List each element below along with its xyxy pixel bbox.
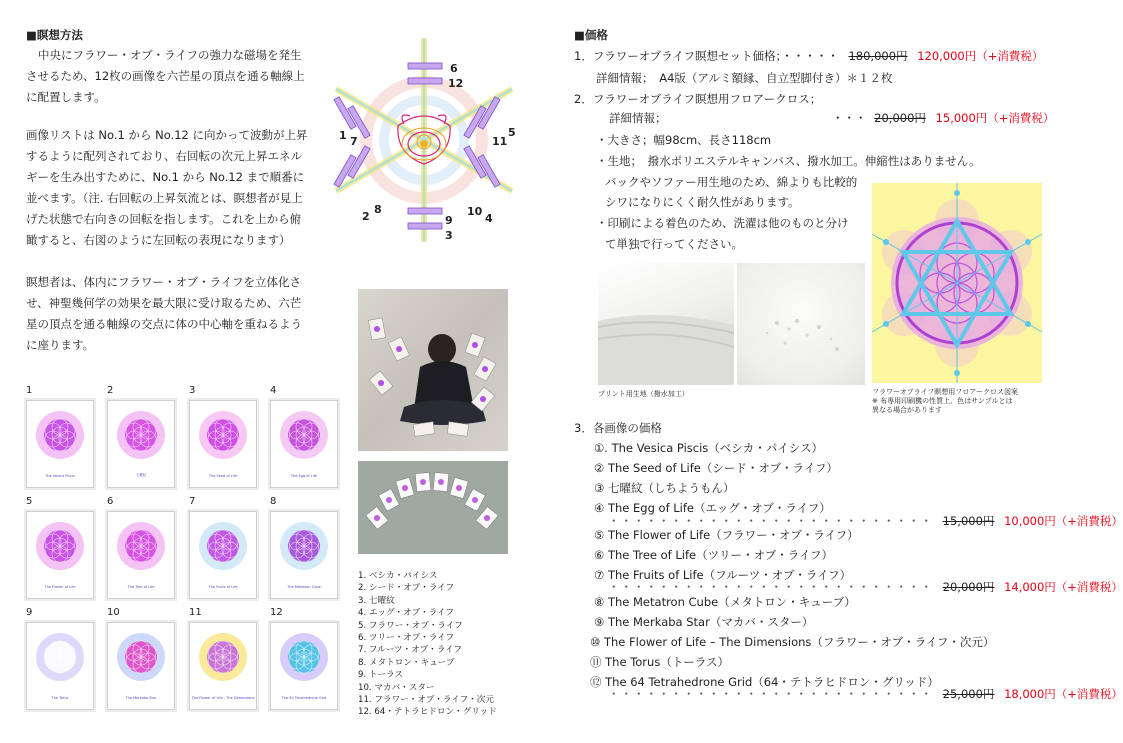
card-number: 12 [270,607,283,618]
image-item: ⑫ The 64 Tetrahedrone Grid（64・テトラヒドロン・グリッド） [590,675,939,689]
diagram-number-1: 1 [339,129,347,142]
image-card [26,622,94,710]
cloth-price-line [832,110,1054,126]
sacred-geometry-icon [190,623,256,693]
set-price-new: 120,000円（+消費税） [917,49,1044,63]
image-card [107,622,175,710]
card-caption: The Merkaba Star [125,696,157,700]
diagram-number-2: 2 [362,210,370,223]
card-caption: The Tree of Life [127,585,155,589]
intro-paragraph [26,45,326,108]
diagram-number-7: 7 [350,135,358,148]
image-card [26,400,94,488]
fabric-photo-caption: プリント用生地（撥水加工） [598,390,689,398]
meditator-paragraph [26,272,326,356]
list-item: 12. 64・テトラヒドロン・グリッド [358,707,497,718]
method-title: ■瞑想方法 [26,28,83,42]
sacred-geometry-icon [108,512,174,582]
cloth-price-new: 15,000円（+消費税） [935,111,1055,125]
list-item: 4. エッグ・オブ・ライフ [358,608,454,619]
cards-arc-image [358,461,508,554]
text-line: 瞑想者は、体内にフラワー・オブ・ライフを立体化さ [26,275,301,289]
price-title: ■価格 [574,28,608,42]
card-number: 8 [270,496,277,507]
image-item: ⑩ The Flower of Life – The Dimensions（フラワー・オブ・ライフ・次元） [590,635,995,649]
list-item: 8. メタトロン・キューブ [358,657,455,668]
card-number: 6 [107,496,114,507]
diagram-number-11: 11 [492,135,508,148]
card-caption: The Flower of Life [44,585,76,589]
image-item: ② The Seed of Life（シード・オブ・ライフ） [594,461,838,475]
cloth-fabric-note-1: バックやソファー用生地のため、綿よりも比較的 [605,175,858,189]
leader-dots: ・・・・・・・・・・・・・・・・・・・・・・・・・・ [608,580,933,594]
image-group-2 [594,525,859,585]
diagram-number-4: 4 [485,212,493,225]
diagram-number-6: 6 [450,62,458,75]
image-card [189,622,257,710]
image-item: ④ The Egg of Life（エッグ・オブ・ライフ） [594,501,831,515]
text-line: に配置します。 [26,90,106,104]
text-line: せ、神聖幾何学の効果を最大限に受け取るため、六芒 [26,296,302,310]
text-line: に座ります。 [26,338,95,352]
sacred-geometry-icon [190,512,256,582]
sacred-geometry-icon [108,623,174,693]
caption-line: 異なる場合があります [872,406,942,414]
group-2-new: 14,000円（+消費税） [1004,580,1123,594]
group-1-old: 15,000円 [942,514,995,528]
floor-cloth-design [872,183,1042,383]
card-caption: The Egg of Life [290,474,318,478]
card-number: 3 [189,385,196,396]
image-card [107,511,175,599]
list-item: 6. ツリー・オブ・ライフ [358,633,455,644]
card-caption: The 64 Tetrahedrone Grid [281,696,327,700]
list-item: 1. ベシカ・パイシス [358,571,438,581]
text-line: 中央にフラワー・オブ・ライフの強力な磁場を発生 [38,48,302,62]
set-detail: 詳細情報； A4版（アルミ額縁、自立型脚付き）＊１２枚 [596,71,893,85]
card-caption: 七曜紋 [135,473,147,477]
card-number: 1 [26,385,33,396]
arc-layout-photo [358,461,508,554]
list-item: 10. マカバ・スター [358,682,435,693]
card-number: 5 [26,496,33,507]
fabric-photo-1 [598,263,734,385]
diagram-number-9: 9 [445,214,453,227]
list-explanation-paragraph [26,125,326,251]
image-item: ⑨ The Merkaba Star（マカバ・スター） [594,615,814,629]
image-card [26,511,94,599]
image-item: ⑦ The Fruits of Life（フルーツ・オブ・ライフ） [594,568,852,582]
image-card [107,400,175,488]
text-line: させるため、12枚の画像を六芒星の頂点を通る軸線上 [26,69,305,83]
card-number: 7 [189,496,196,507]
image-name-list [358,570,497,719]
card-number: 4 [270,385,277,396]
text-line: 並べます。（注. 右回転の上昇気流とは、瞑想者が見上 [26,191,303,205]
list-item: 9. トーラス [358,670,404,681]
image-item: ①. The Vesica Piscis（ベシカ・パイシス） [594,441,823,455]
sacred-geometry-icon [108,401,174,471]
sacred-geometry-icon [27,401,93,471]
water-drops-image [737,263,865,385]
sacred-geometry-icon [27,623,93,693]
image-item: ⑪ The Torus（トーラス） [590,655,729,669]
caption-line: フラワーオブライフ瞑想用フロアークロス図案 [872,388,1019,396]
image-card [189,400,257,488]
card-number: 9 [26,607,33,618]
image-group-3 [590,592,995,692]
diagram-number-3: 3 [445,229,453,242]
card-number: 10 [107,607,120,618]
diagram-number-5: 5 [508,126,516,139]
group-3-old: 25,000円 [942,687,995,701]
card-number: 11 [189,607,202,618]
text-line: ギーを生み出すために、No.1 から No.12 まで順番に [26,170,305,184]
card-caption: The Flower of Life - The Dimensions [191,696,255,700]
list-item: 2. シード・オブ・ライフ [358,583,455,594]
image-item: ⑥ The Tree of Life（ツリー・オブ・ライフ） [594,548,834,562]
group-3-new: 18,000円（+消費税） [1004,687,1123,701]
diagram-number-12: 12 [448,77,464,90]
group-3-price [608,686,1123,702]
sacred-geometry-icon [27,512,93,582]
cloth-dots: ・・・ [832,111,867,125]
card-caption: The Fruits of Life [208,585,238,589]
cloth-label: 2．フラワーオブライフ瞑想用フロアークロス； [574,92,822,106]
cloth-detail-label: 詳細情報； [609,111,667,125]
flower-of-life-hexagram-image [872,183,1042,383]
sacred-geometry-icon [190,401,256,471]
image-card [270,622,338,710]
text-line: 瞰すると、右図のように左回転の表現になります） [26,233,291,247]
card-number: 2 [107,385,114,396]
card-caption: The Torus [51,696,69,700]
list-item: 11. フラワー・オブ・ライフ・次元 [358,695,494,706]
text-line: げた状態で右向きの回転を指します。これを上から俯 [26,212,302,226]
sacred-geometry-icon [271,512,337,582]
card-caption: The Seed of Life [208,474,238,478]
leader-dots: ・・・・・・・・・・・・・・・・・・・・・・・・・・ [608,514,933,528]
set-price-old: 180,000円 [848,49,908,63]
sacred-geometry-icon [271,623,337,693]
list-item: 3. 七曜紋 [358,595,395,606]
cloth-fabric: ・生地； 撥水ポリエステルキャンバス、撥水加工。伸縮性はありません。 [596,154,981,168]
set-price-line [574,48,1043,64]
cloth-price-old: 20,000円 [874,111,926,125]
image-item: ③ 七曜紋（しちようもん） [594,481,735,495]
list-item: 7. フルーツ・オブ・ライフ [358,645,463,656]
image-item: ⑤ The Flower of Life（フラワー・オブ・ライフ） [594,528,859,542]
caption-line: ※ 布専用印刷機の性質上、色はサンプルとは [872,397,1013,405]
list-item: 5. フラワー・オブ・ライフ [358,620,463,631]
cloth-size: ・大きさ；幅98cm、長さ118cm [596,133,772,147]
fabric-photo-2 [737,263,865,385]
diagram-number-8: 8 [374,203,382,216]
cloth-fabric-note-2: シワになりにくく耐久性があります。 [605,195,800,209]
image-item: ⑧ The Metatron Cube（メタトロン・キューブ） [594,595,856,609]
image-card [189,511,257,599]
image-price-title: 3．各画像の価格 [574,421,662,435]
set-price-label: 1．フラワーオブライフ瞑想セット価格；・・・・・ [574,49,839,63]
cloth-print-note-1: ・印刷による着色のため、洗濯は他のものと分け [596,216,849,230]
leader-dots: ・・・・・・・・・・・・・・・・・・・・・・・・・・ [608,687,933,701]
cloth-print-note-2: て単独で行ってください。 [605,237,743,251]
placement-diagram [328,36,528,242]
image-card [270,511,338,599]
text-line: するように配列されており、右回転の次元上昇エネル [26,149,302,163]
card-caption: The Metatron Cube [287,585,321,589]
image-card [270,400,338,488]
text-line: 星の頂点を通る軸線の交点に体の中心軸を重ねるよう [26,317,302,331]
group-1-new: 10,000円（+消費税） [1004,514,1123,528]
floor-cloth-caption [872,388,1062,415]
image-group-1 [594,438,838,518]
meditation-photo [358,289,508,451]
diagram-number-10: 10 [467,205,483,218]
sacred-geometry-icon [271,401,337,471]
group-2-old: 20,000円 [942,580,995,594]
fabric-roll-image [598,263,734,385]
card-caption: The Vesica Piscis [45,474,75,478]
meditating-person-image [358,289,508,451]
text-line: 画像リストは No.1 から No.12 に向かって波動が上昇 [26,128,308,142]
